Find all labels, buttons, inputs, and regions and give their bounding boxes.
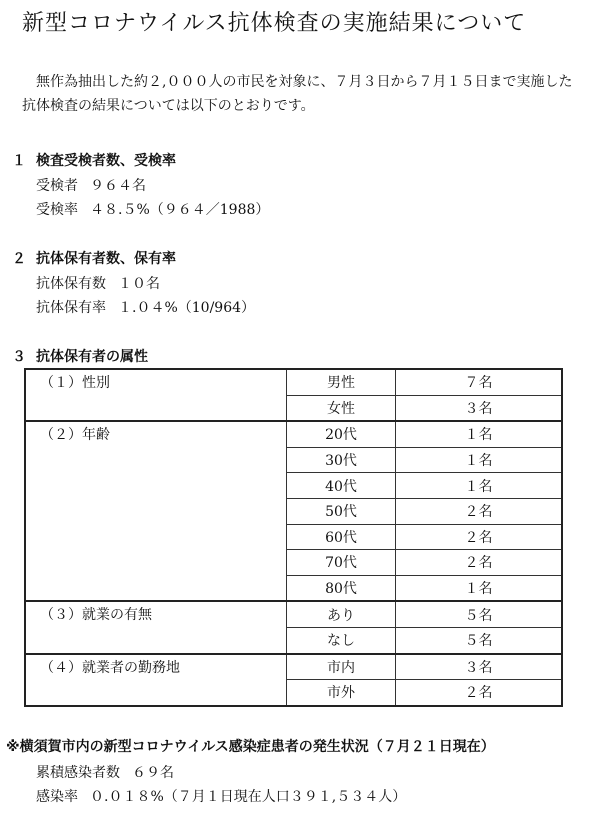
section-1-number: １: [12, 153, 26, 169]
table-cell-value: ２名: [396, 550, 563, 576]
infection-rate-line: [36, 786, 406, 806]
section-1-title: 検査受検者数、受検率: [36, 153, 176, 169]
table-row: [25, 421, 562, 447]
table-row: [25, 601, 562, 627]
table-cell-sub: 80代: [287, 575, 396, 601]
table-cell-sub: 市内: [287, 654, 396, 680]
table-cell-value: １名: [396, 473, 563, 499]
antibody-count-value: １０名: [118, 276, 160, 292]
table-cell-value: ５名: [396, 627, 563, 653]
table-cell-value: １名: [396, 447, 563, 473]
antibody-rate-value: １.０４%（10/964）: [118, 300, 256, 316]
table-cell-value: ３名: [396, 654, 563, 680]
table-cell-sub: あり: [287, 601, 396, 627]
section-3-heading: [6, 346, 148, 366]
employment-category: （３）就業の有無: [25, 601, 287, 653]
table-cell-value: ２名: [396, 524, 563, 550]
infection-rate-label: 感染率: [36, 789, 78, 805]
table-cell-sub: 60代: [287, 524, 396, 550]
table-cell-sub: 30代: [287, 447, 396, 473]
table-cell-value: ３名: [396, 395, 563, 421]
examinees-label: 受検者: [36, 178, 78, 194]
attributes-table: [24, 368, 563, 707]
table-cell-sub: 40代: [287, 473, 396, 499]
examinees-value: ９６４名: [90, 178, 146, 194]
table-cell-sub: 20代: [287, 421, 396, 447]
exam-rate-label: 受検率: [36, 202, 78, 218]
table-cell-value: １名: [396, 421, 563, 447]
note-heading: ※横須賀市内の新型コロナウイルス感染症患者の発生状況（７月２１日現在）: [6, 739, 495, 755]
table-cell-value: ２名: [396, 680, 563, 706]
table-cell-sub: 70代: [287, 550, 396, 576]
exam-rate-line: [36, 199, 269, 219]
table-cell-sub: 50代: [287, 498, 396, 524]
antibody-count-line: [36, 273, 160, 293]
section-2-title: 抗体保有者数、保有率: [36, 251, 176, 267]
antibody-rate-line: [36, 297, 255, 317]
section-1-heading: [6, 150, 176, 170]
age-category: （２）年齢: [25, 421, 287, 601]
intro-paragraph: 無作為抽出した約２,０００人の市民を対象に、７月３日から７月１５日まで実施した抗体検査の結果については以下のとおりです。: [22, 74, 573, 114]
table-cell-sub: 男性: [287, 369, 396, 395]
table-row: [25, 654, 562, 680]
section-3-title: 抗体保有者の属性: [36, 349, 148, 365]
cumulative-cases-value: ６９名: [132, 765, 174, 781]
page-title: 新型コロナウイルス抗体検査の実施結果について: [22, 11, 527, 36]
table-cell-sub: なし: [287, 627, 396, 653]
examinees-line: [36, 175, 146, 195]
infection-rate-value: ０.０１８%（７月１日現在人口３９１,５３４人）: [90, 789, 407, 805]
cumulative-cases-line: [36, 762, 174, 782]
table-cell-sub: 市外: [287, 680, 396, 706]
gender-category: （１）性別: [25, 369, 287, 421]
section-3-number: ３: [12, 349, 26, 365]
table-cell-value: ２名: [396, 498, 563, 524]
section-2-number: ２: [12, 251, 26, 267]
table-row: [25, 369, 562, 395]
table-cell-value: ７名: [396, 369, 563, 395]
antibody-rate-label: 抗体保有率: [36, 300, 106, 316]
exam-rate-value: ４８.５%（９６４／1988）: [90, 202, 270, 218]
workplace-category: （４）就業者の勤務地: [25, 654, 287, 706]
table-cell-value: １名: [396, 575, 563, 601]
section-2-heading: [6, 248, 176, 268]
cumulative-cases-label: 累積感染者数: [36, 765, 120, 781]
antibody-count-label: 抗体保有数: [36, 276, 106, 292]
table-cell-value: ５名: [396, 601, 563, 627]
table-cell-sub: 女性: [287, 395, 396, 421]
